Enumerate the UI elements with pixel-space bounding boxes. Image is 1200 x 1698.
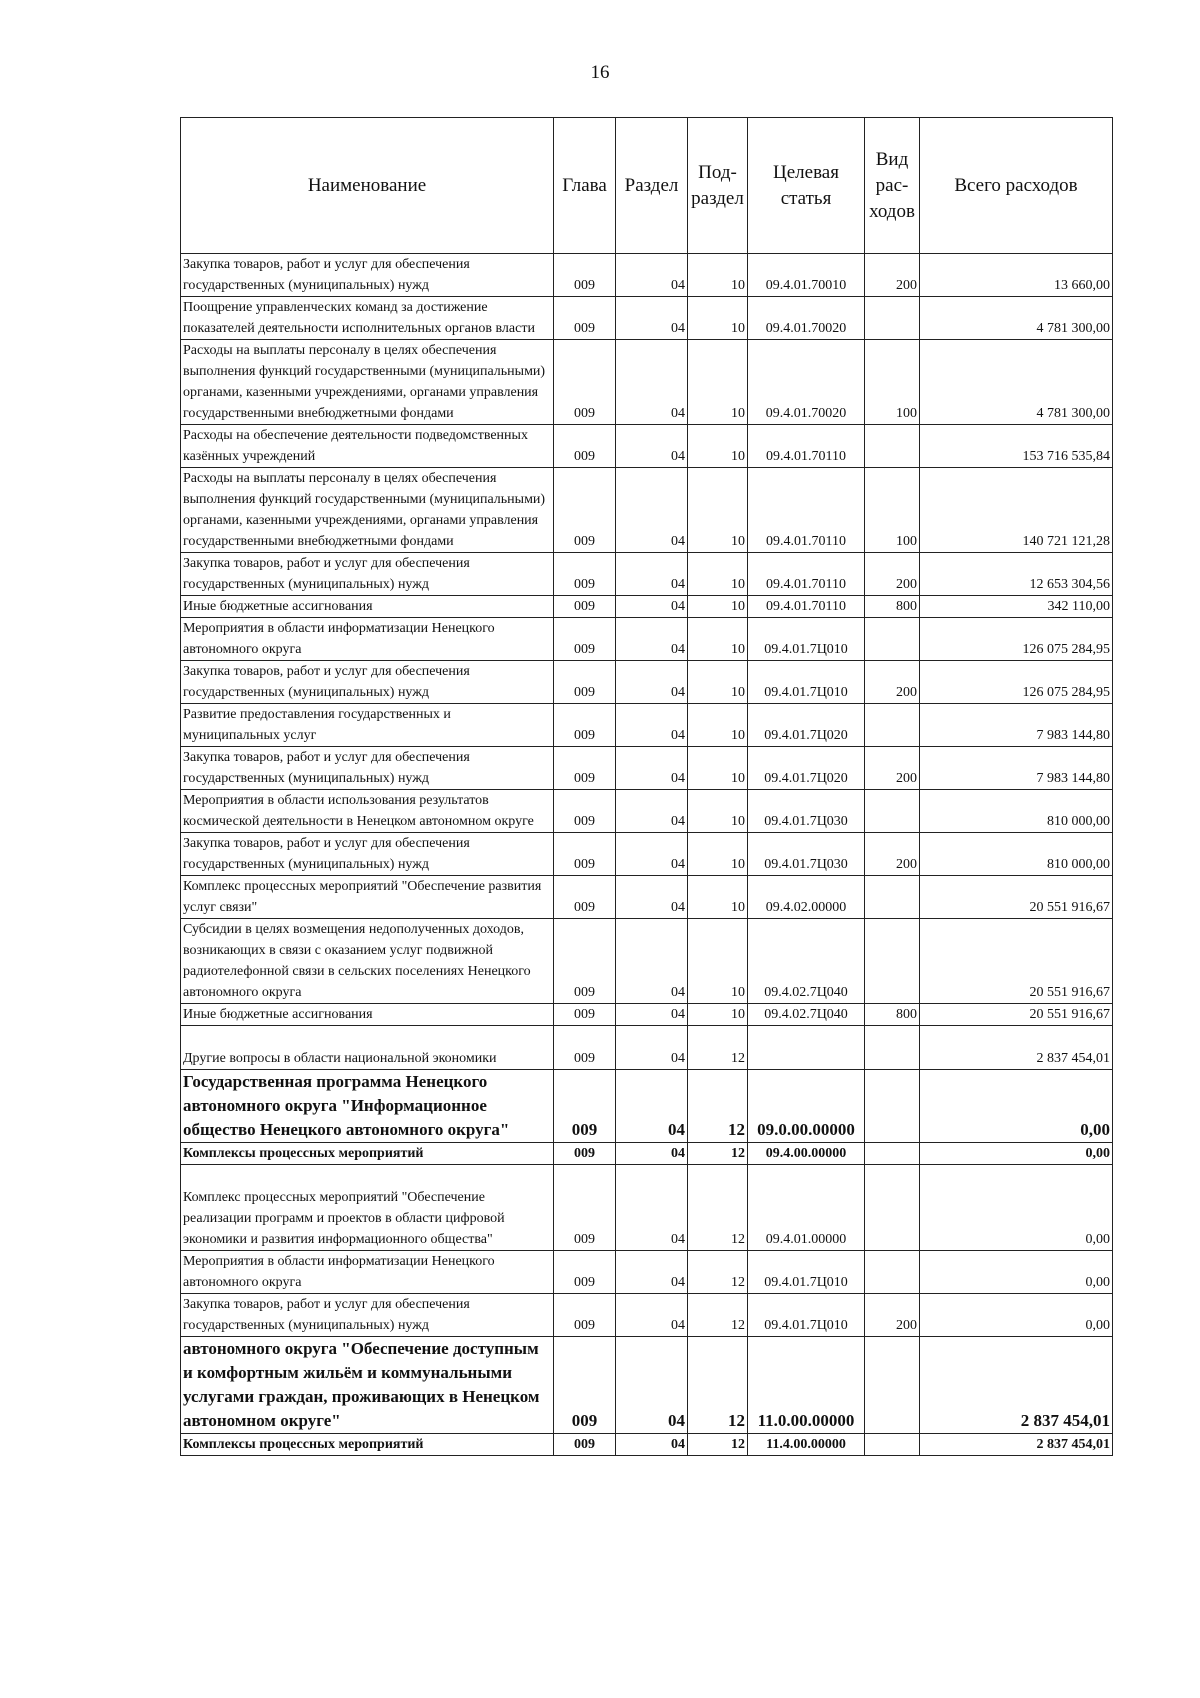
cell-vid: 100 bbox=[865, 468, 920, 553]
cell-razdel: 04 bbox=[616, 1143, 688, 1165]
cell-podrazdel: 10 bbox=[688, 833, 748, 876]
header-podrazdel: Под-раздел bbox=[688, 118, 748, 254]
cell-razdel: 04 bbox=[616, 747, 688, 790]
cell-name: Закупка товаров, работ и услуг для обеспечения государственных (муниципальных) нужд bbox=[181, 254, 554, 297]
cell-statya: 09.4.01.7Ц030 bbox=[748, 790, 865, 833]
table-row bbox=[181, 1143, 1113, 1165]
page-number: 16 bbox=[590, 62, 610, 83]
cell-vid: 200 bbox=[865, 1294, 920, 1337]
table-row bbox=[181, 297, 1113, 340]
cell-statya: 09.0.00.00000 bbox=[748, 1070, 865, 1143]
cell-razdel: 04 bbox=[616, 468, 688, 553]
table-row bbox=[181, 833, 1113, 876]
cell-total: 12 653 304,56 bbox=[920, 553, 1113, 596]
cell-vid: 800 bbox=[865, 596, 920, 618]
cell-total: 810 000,00 bbox=[920, 790, 1113, 833]
cell-total: 20 551 916,67 bbox=[920, 919, 1113, 1004]
cell-razdel: 04 bbox=[616, 254, 688, 297]
cell-statya bbox=[748, 1026, 865, 1070]
cell-total: 4 781 300,00 bbox=[920, 297, 1113, 340]
cell-glava: 009 bbox=[554, 618, 616, 661]
header-glava: Глава bbox=[554, 118, 616, 254]
table-row bbox=[181, 1004, 1113, 1026]
cell-vid bbox=[865, 1070, 920, 1143]
cell-total: 7 983 144,80 bbox=[920, 704, 1113, 747]
cell-name: Мероприятия в области информатизации Ненецкого автономного округа bbox=[181, 1251, 554, 1294]
cell-razdel: 04 bbox=[616, 1026, 688, 1070]
cell-glava: 009 bbox=[554, 1070, 616, 1143]
cell-razdel: 04 bbox=[616, 553, 688, 596]
header-vid: Вид рас-ходов bbox=[865, 118, 920, 254]
cell-total: 810 000,00 bbox=[920, 833, 1113, 876]
header-statya: Целевая статья bbox=[748, 118, 865, 254]
cell-glava: 009 bbox=[554, 340, 616, 425]
table-row bbox=[181, 254, 1113, 297]
cell-razdel: 04 bbox=[616, 790, 688, 833]
cell-name: Мероприятия в области информатизации Ненецкого автономного округа bbox=[181, 618, 554, 661]
cell-razdel: 04 bbox=[616, 618, 688, 661]
cell-name: Государственная программа Ненецкого автономного округа "Информационное общество Ненецкого автономного округа" bbox=[181, 1070, 554, 1143]
cell-vid: 200 bbox=[865, 833, 920, 876]
cell-name: Иные бюджетные ассигнования bbox=[181, 1004, 554, 1026]
cell-podrazdel: 10 bbox=[688, 876, 748, 919]
table-row bbox=[181, 1165, 1113, 1251]
cell-statya: 09.4.02.00000 bbox=[748, 876, 865, 919]
cell-name: Закупка товаров, работ и услуг для обеспечения государственных (муниципальных) нужд bbox=[181, 747, 554, 790]
table-row bbox=[181, 1070, 1113, 1143]
cell-podrazdel: 10 bbox=[688, 747, 748, 790]
table-row bbox=[181, 704, 1113, 747]
table-row bbox=[181, 468, 1113, 553]
cell-razdel: 04 bbox=[616, 661, 688, 704]
cell-razdel: 04 bbox=[616, 340, 688, 425]
table-row bbox=[181, 340, 1113, 425]
cell-razdel: 04 bbox=[616, 1434, 688, 1456]
cell-vid bbox=[865, 919, 920, 1004]
cell-glava: 009 bbox=[554, 1294, 616, 1337]
cell-statya: 11.0.00.00000 bbox=[748, 1337, 865, 1434]
cell-name: Другие вопросы в области национальной экономики bbox=[181, 1026, 554, 1070]
cell-podrazdel: 10 bbox=[688, 254, 748, 297]
cell-vid: 200 bbox=[865, 661, 920, 704]
cell-name: Закупка товаров, работ и услуг для обеспечения государственных (муниципальных) нужд bbox=[181, 833, 554, 876]
cell-podrazdel: 12 bbox=[688, 1337, 748, 1434]
budget-table bbox=[180, 117, 1113, 1456]
cell-total: 20 551 916,67 bbox=[920, 1004, 1113, 1026]
cell-razdel: 04 bbox=[616, 919, 688, 1004]
cell-statya: 09.4.01.70110 bbox=[748, 553, 865, 596]
cell-statya: 09.4.02.7Ц040 bbox=[748, 1004, 865, 1026]
cell-statya: 09.4.01.70020 bbox=[748, 297, 865, 340]
cell-statya: 09.4.01.7Ц010 bbox=[748, 1251, 865, 1294]
cell-podrazdel: 12 bbox=[688, 1434, 748, 1456]
cell-vid bbox=[865, 297, 920, 340]
cell-name: автономного округа "Обеспечение доступным и комфортным жильём и коммунальными услугами граждан, проживающих в Ненецком автономном округе" bbox=[181, 1337, 554, 1434]
cell-name: Развитие предоставления государственных и муниципальных услуг bbox=[181, 704, 554, 747]
cell-podrazdel: 12 bbox=[688, 1165, 748, 1251]
cell-podrazdel: 10 bbox=[688, 297, 748, 340]
cell-podrazdel: 10 bbox=[688, 1004, 748, 1026]
cell-glava: 009 bbox=[554, 1026, 616, 1070]
cell-name: Поощрение управленческих команд за достижение показателей деятельности исполнительных органов власти bbox=[181, 297, 554, 340]
cell-glava: 009 bbox=[554, 425, 616, 468]
cell-statya: 09.4.01.7Ц010 bbox=[748, 1294, 865, 1337]
cell-razdel: 04 bbox=[616, 1070, 688, 1143]
cell-name: Закупка товаров, работ и услуг для обеспечения государственных (муниципальных) нужд bbox=[181, 553, 554, 596]
cell-name: Комплексы процессных мероприятий bbox=[181, 1143, 554, 1165]
cell-name: Комплексы процессных мероприятий bbox=[181, 1434, 554, 1456]
table-row bbox=[181, 1026, 1113, 1070]
cell-vid: 200 bbox=[865, 254, 920, 297]
cell-razdel: 04 bbox=[616, 1251, 688, 1294]
table-row bbox=[181, 790, 1113, 833]
cell-name: Комплекс процессных мероприятий "Обеспечение реализации программ и проектов в области цифровой экономики и развития информационного общества" bbox=[181, 1165, 554, 1251]
cell-podrazdel: 12 bbox=[688, 1070, 748, 1143]
cell-razdel: 04 bbox=[616, 425, 688, 468]
table-row bbox=[181, 618, 1113, 661]
cell-glava: 009 bbox=[554, 596, 616, 618]
cell-name: Субсидии в целях возмещения недополученных доходов, возникающих в связи с оказанием услуг подвижной радиотелефонной связи в сельских поселениях Ненецкого автономного округа bbox=[181, 919, 554, 1004]
cell-vid bbox=[865, 1143, 920, 1165]
cell-total: 126 075 284,95 bbox=[920, 661, 1113, 704]
cell-podrazdel: 10 bbox=[688, 553, 748, 596]
cell-statya: 09.4.01.7Ц010 bbox=[748, 618, 865, 661]
cell-total: 153 716 535,84 bbox=[920, 425, 1113, 468]
cell-name: Расходы на выплаты персоналу в целях обеспечения выполнения функций государственными (муниципальными) органами, казенными учреждениями, органами управления государственными внебюджетными фондами bbox=[181, 468, 554, 553]
header-row bbox=[181, 118, 1113, 254]
cell-podrazdel: 12 bbox=[688, 1143, 748, 1165]
cell-podrazdel: 10 bbox=[688, 468, 748, 553]
cell-podrazdel: 12 bbox=[688, 1251, 748, 1294]
cell-statya: 09.4.01.7Ц030 bbox=[748, 833, 865, 876]
cell-glava: 009 bbox=[554, 661, 616, 704]
cell-statya: 09.4.01.7Ц020 bbox=[748, 704, 865, 747]
cell-name: Расходы на выплаты персоналу в целях обеспечения выполнения функций государственными (муниципальными) органами, казенными учреждениями, органами управления государственными внебюджетными фондами bbox=[181, 340, 554, 425]
cell-statya: 09.4.01.70010 bbox=[748, 254, 865, 297]
cell-total: 4 781 300,00 bbox=[920, 340, 1113, 425]
cell-name: Закупка товаров, работ и услуг для обеспечения государственных (муниципальных) нужд bbox=[181, 1294, 554, 1337]
cell-podrazdel: 12 bbox=[688, 1294, 748, 1337]
cell-glava: 009 bbox=[554, 297, 616, 340]
cell-glava: 009 bbox=[554, 790, 616, 833]
cell-total: 13 660,00 bbox=[920, 254, 1113, 297]
cell-glava: 009 bbox=[554, 747, 616, 790]
cell-total: 0,00 bbox=[920, 1251, 1113, 1294]
cell-glava: 009 bbox=[554, 1434, 616, 1456]
cell-name: Иные бюджетные ассигнования bbox=[181, 596, 554, 618]
table-row bbox=[181, 553, 1113, 596]
cell-statya: 09.4.01.70020 bbox=[748, 340, 865, 425]
cell-vid bbox=[865, 704, 920, 747]
cell-total: 2 837 454,01 bbox=[920, 1434, 1113, 1456]
table-row bbox=[181, 1434, 1113, 1456]
table-row bbox=[181, 1337, 1113, 1434]
cell-vid: 800 bbox=[865, 1004, 920, 1026]
cell-razdel: 04 bbox=[616, 297, 688, 340]
cell-razdel: 04 bbox=[616, 1004, 688, 1026]
cell-name: Мероприятия в области использования результатов космической деятельности в Ненецком автономном округе bbox=[181, 790, 554, 833]
cell-statya: 09.4.00.00000 bbox=[748, 1143, 865, 1165]
header-name: Наименование bbox=[181, 118, 554, 254]
cell-statya: 09.4.01.70110 bbox=[748, 596, 865, 618]
table-row bbox=[181, 1294, 1113, 1337]
cell-total: 7 983 144,80 bbox=[920, 747, 1113, 790]
header-razdel: Раздел bbox=[616, 118, 688, 254]
cell-glava: 009 bbox=[554, 704, 616, 747]
cell-glava: 009 bbox=[554, 254, 616, 297]
cell-name: Расходы на обеспечение деятельности подведомственных казённых учреждений bbox=[181, 425, 554, 468]
cell-statya: 09.4.01.7Ц020 bbox=[748, 747, 865, 790]
cell-total: 0,00 bbox=[920, 1070, 1113, 1143]
cell-vid bbox=[865, 876, 920, 919]
header-total: Всего расходов bbox=[920, 118, 1113, 254]
cell-podrazdel: 10 bbox=[688, 340, 748, 425]
cell-statya: 09.4.01.70110 bbox=[748, 425, 865, 468]
cell-glava: 009 bbox=[554, 876, 616, 919]
cell-total: 20 551 916,67 bbox=[920, 876, 1113, 919]
cell-glava: 009 bbox=[554, 1165, 616, 1251]
cell-total: 2 837 454,01 bbox=[920, 1337, 1113, 1434]
table-row bbox=[181, 876, 1113, 919]
table-row bbox=[181, 425, 1113, 468]
cell-glava: 009 bbox=[554, 1004, 616, 1026]
cell-podrazdel: 10 bbox=[688, 618, 748, 661]
cell-glava: 009 bbox=[554, 1143, 616, 1165]
cell-vid bbox=[865, 1434, 920, 1456]
cell-vid bbox=[865, 1337, 920, 1434]
cell-statya: 09.4.01.70110 bbox=[748, 468, 865, 553]
table-row bbox=[181, 747, 1113, 790]
table-row bbox=[181, 1251, 1113, 1294]
cell-podrazdel: 10 bbox=[688, 596, 748, 618]
cell-name: Комплекс процессных мероприятий "Обеспечение развития услуг связи" bbox=[181, 876, 554, 919]
cell-vid: 200 bbox=[865, 553, 920, 596]
cell-total: 0,00 bbox=[920, 1143, 1113, 1165]
table-row bbox=[181, 919, 1113, 1004]
cell-vid bbox=[865, 790, 920, 833]
cell-total: 0,00 bbox=[920, 1294, 1113, 1337]
cell-total: 126 075 284,95 bbox=[920, 618, 1113, 661]
cell-razdel: 04 bbox=[616, 1337, 688, 1434]
cell-statya: 09.4.01.7Ц010 bbox=[748, 661, 865, 704]
cell-vid bbox=[865, 618, 920, 661]
cell-vid: 100 bbox=[865, 340, 920, 425]
cell-total: 0,00 bbox=[920, 1165, 1113, 1251]
table-row bbox=[181, 596, 1113, 618]
cell-razdel: 04 bbox=[616, 1294, 688, 1337]
cell-glava: 009 bbox=[554, 468, 616, 553]
cell-statya: 11.4.00.00000 bbox=[748, 1434, 865, 1456]
cell-podrazdel: 10 bbox=[688, 425, 748, 468]
cell-razdel: 04 bbox=[616, 1165, 688, 1251]
cell-podrazdel: 10 bbox=[688, 661, 748, 704]
cell-statya: 09.4.01.00000 bbox=[748, 1165, 865, 1251]
cell-podrazdel: 10 bbox=[688, 919, 748, 1004]
cell-name: Закупка товаров, работ и услуг для обеспечения государственных (муниципальных) нужд bbox=[181, 661, 554, 704]
cell-vid bbox=[865, 1165, 920, 1251]
table-row bbox=[181, 661, 1113, 704]
cell-total: 342 110,00 bbox=[920, 596, 1113, 618]
cell-glava: 009 bbox=[554, 1251, 616, 1294]
cell-statya: 09.4.02.7Ц040 bbox=[748, 919, 865, 1004]
cell-razdel: 04 bbox=[616, 876, 688, 919]
cell-vid: 200 bbox=[865, 747, 920, 790]
cell-total: 2 837 454,01 bbox=[920, 1026, 1113, 1070]
cell-podrazdel: 10 bbox=[688, 790, 748, 833]
cell-podrazdel: 10 bbox=[688, 704, 748, 747]
cell-glava: 009 bbox=[554, 919, 616, 1004]
cell-vid bbox=[865, 1251, 920, 1294]
cell-razdel: 04 bbox=[616, 596, 688, 618]
cell-glava: 009 bbox=[554, 1337, 616, 1434]
cell-vid bbox=[865, 1026, 920, 1070]
cell-razdel: 04 bbox=[616, 704, 688, 747]
cell-glava: 009 bbox=[554, 833, 616, 876]
cell-glava: 009 bbox=[554, 553, 616, 596]
cell-podrazdel: 12 bbox=[688, 1026, 748, 1070]
cell-razdel: 04 bbox=[616, 833, 688, 876]
cell-total: 140 721 121,28 bbox=[920, 468, 1113, 553]
cell-vid bbox=[865, 425, 920, 468]
